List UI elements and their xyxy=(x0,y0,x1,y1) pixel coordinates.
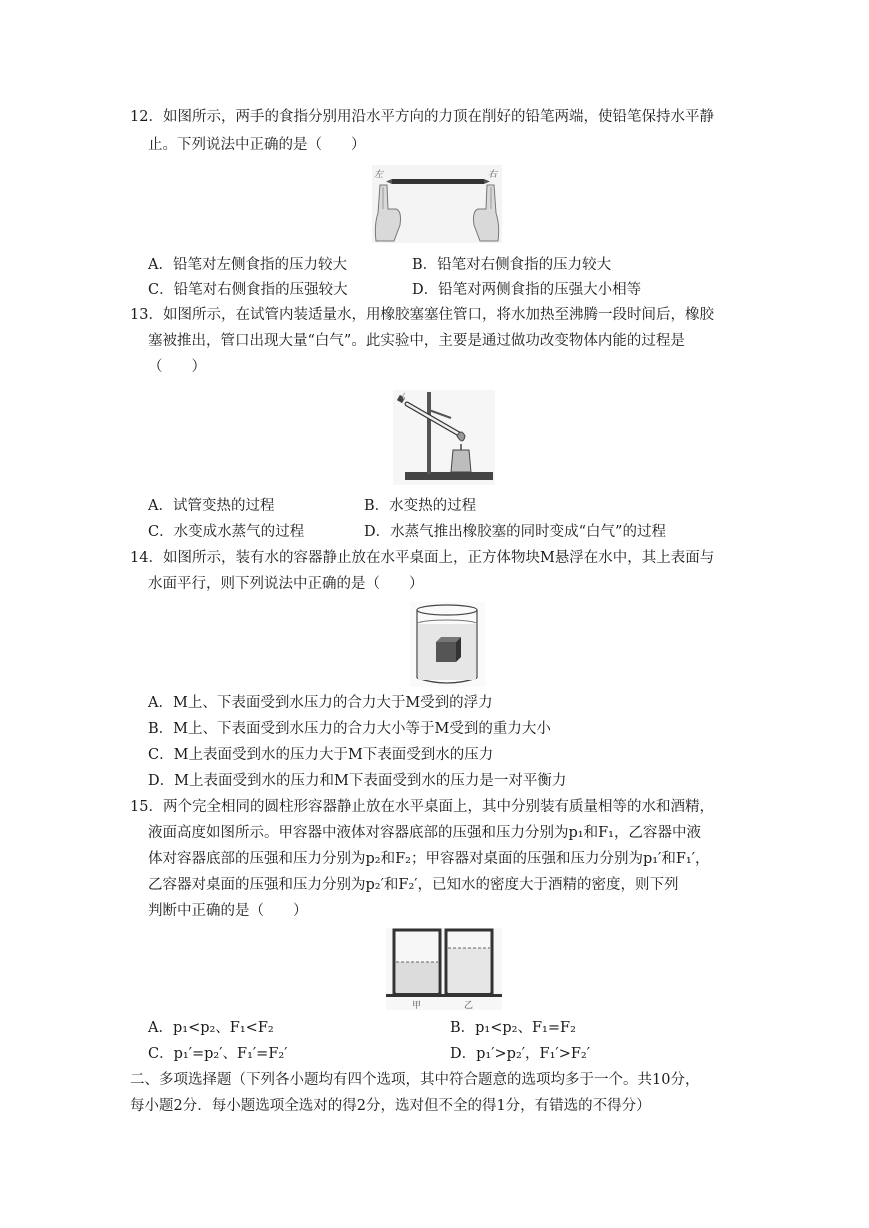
q13-test-tube-figure xyxy=(393,390,495,485)
q14-option-c[interactable]: C．M上表面受到水的压力大于M下表面受到水的压力 xyxy=(148,747,494,763)
q15-containers-figure xyxy=(386,928,502,1010)
q13-option-b[interactable]: B．水变热的过程 xyxy=(364,498,477,514)
q14-stem-line1: 14．如图所示，装有水的容器静止放在水平桌面上，正方体物块M悬浮在水中，其上表面与 xyxy=(130,550,715,566)
q15-option-b[interactable]: B．p₁<p₂、F₁=F₂ xyxy=(450,1020,576,1036)
q12-option-d[interactable]: D．铅笔对两侧食指的压强大小相等 xyxy=(412,282,642,298)
q15-stem-line4: 乙容器对桌面的压强和压力分别为p₂′和F₂′，已知水的密度大于酒精的密度，则下列 xyxy=(148,877,679,893)
q13-option-a[interactable]: A．试管变热的过程 xyxy=(148,498,275,514)
q13-option-d[interactable]: D．水蒸气推出橡胶塞的同时变成“白气”的过程 xyxy=(364,524,666,540)
q13-stem-line1: 13．如图所示，在试管内装适量水，用橡胶塞塞住管口，将水加热至沸腾一段时间后，橡胶 xyxy=(130,307,714,323)
q15-stem-line5: 判断中正确的是（ ） xyxy=(148,903,308,919)
section2-heading-line2: 每小题2分．每小题选项全选对的得2分，选对但不全的得1分，有错选的不得分） xyxy=(130,1098,651,1114)
q14-option-d[interactable]: D．M上表面受到水的压力和M下表面受到水的压力是一对平衡力 xyxy=(148,773,567,789)
q14-option-a[interactable]: A．M上、下表面受到水压力的合力大于M受到的浮力 xyxy=(148,695,493,711)
q15-option-a[interactable]: A．p₁<p₂、F₁<F₂ xyxy=(148,1020,274,1036)
q14-container-figure xyxy=(410,602,485,687)
q15-option-c[interactable]: C．p₁′=p₂′、F₁′=F₂′ xyxy=(148,1046,288,1062)
q13-stem-line3: （ ） xyxy=(148,359,206,375)
q15-stem-line1: 15．两个完全相同的圆柱形容器静止放在水平桌面上，其中分别装有质量相等的水和酒精， xyxy=(130,799,714,815)
q15-label-jia: 甲 xyxy=(412,1001,422,1010)
q15-option-d[interactable]: D．p₁′>p₂′，F₁′>F₂′ xyxy=(450,1046,591,1062)
q14-stem-line2: 水面平行，则下列说法中正确的是（ ） xyxy=(148,576,424,592)
q12-label-right: 右 xyxy=(488,170,498,180)
q12-stem-line1: 12．如图所示，两手的食指分别用沿水平方向的力顶在削好的铅笔两端，使铅笔保持水平静 xyxy=(130,109,714,125)
q12-option-c[interactable]: C．铅笔对右侧食指的压强较大 xyxy=(148,282,348,298)
q13-stem-line2: 塞被推出，管口出现大量“白气”。此实验中，主要是通过做功改变物体内能的过程是 xyxy=(148,333,685,349)
q14-option-b[interactable]: B．M上、下表面受到水压力的合力大小等于M受到的重力大小 xyxy=(148,721,551,737)
q15-stem-line2: 液面高度如图所示。甲容器中液体对容器底部的压强和压力分别为p₁和F₁，乙容器中液 xyxy=(148,825,701,841)
q12-label-left: 左 xyxy=(374,170,384,180)
q13-option-c[interactable]: C．水变成水蒸气的过程 xyxy=(148,524,305,540)
q12-pencil-figure xyxy=(372,165,502,243)
q15-stem-line3: 体对容器底部的压强和压力分别为p₂和F₂；甲容器对桌面的压强和压力分别为p₁′和F₁′， xyxy=(148,851,710,867)
q12-option-b[interactable]: B．铅笔对右侧食指的压力较大 xyxy=(412,257,612,273)
q15-label-yi: 乙 xyxy=(464,1001,474,1010)
q12-stem-line2: 止。下列说法中正确的是（ ） xyxy=(148,137,366,153)
section2-heading-line1: 二、多项选择题（下列各小题均有四个选项，其中符合题意的选项均多于一个。共10分， xyxy=(130,1072,700,1088)
q12-option-a[interactable]: A．铅笔对左侧食指的压力较大 xyxy=(148,257,347,273)
